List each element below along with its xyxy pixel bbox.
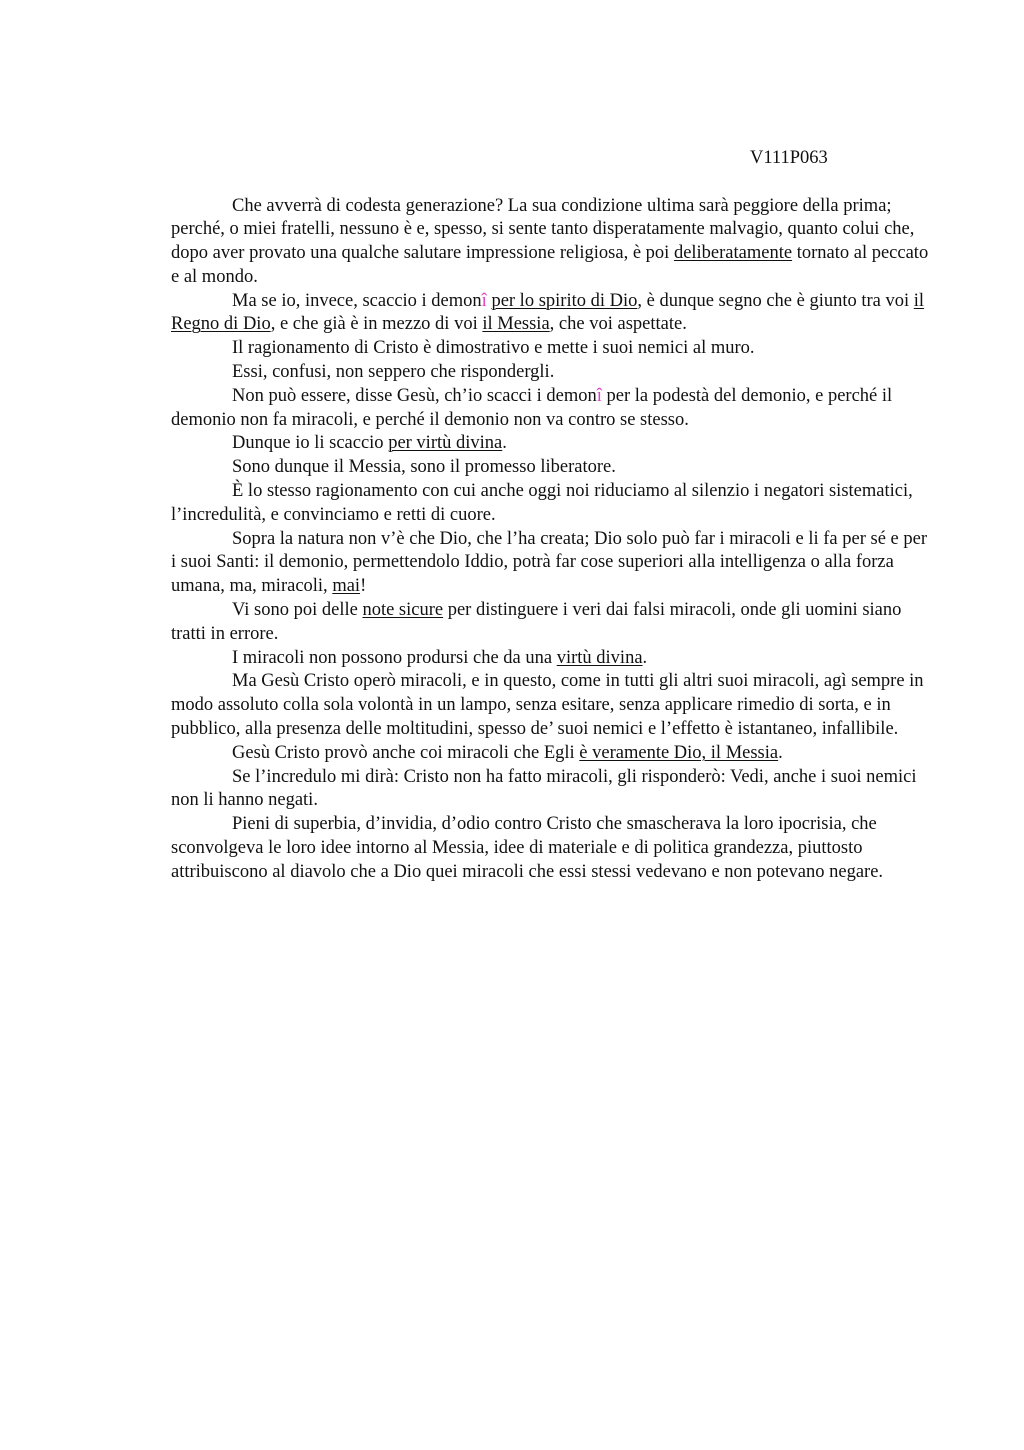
text-run: , e che già è in mezzo di voi (270, 314, 483, 335)
paragraph (171, 456, 929, 480)
paragraph (171, 647, 929, 671)
paragraph (171, 599, 929, 647)
text-run: Ma se io, invece, scaccio i demon (232, 290, 482, 311)
underlined-text: deliberatamente (673, 243, 793, 264)
underlined-text: mai (332, 576, 361, 597)
underlined-text: è veramente Dio, il Messia (579, 742, 779, 763)
text-run: per distinguere i veri dai falsi miracoli, onde gli uomini siano tratti in errore. (171, 600, 902, 644)
text-run: Che avverrà di codesta generazione? La sua condizione ultima sarà peggiore della prima; perché, o miei fratelli, nessuno è e, spesso, si sente tanto disperatamente malvagio, quanto colui che, dopo aver provato una qualche salutare impressione religiosa, è poi (171, 195, 915, 264)
underlined-text: note sicure (362, 600, 444, 621)
text-run: , è dunque segno che è giunto tra voi (637, 290, 914, 311)
text-run: . (502, 433, 507, 454)
text-run: Essi, confusi, non seppero che rispondergli. (232, 362, 555, 383)
underlined-text: il Regno di Dio (171, 290, 925, 335)
text-run: , che voi aspettate. (549, 314, 687, 335)
text-run: Gesù Cristo provò anche coi miracoli che Egli (232, 742, 580, 763)
text-run: . (642, 647, 648, 668)
paragraph (171, 766, 929, 814)
paragraph (171, 361, 929, 385)
paragraph (171, 813, 929, 884)
text-run: È lo stesso ragionamento con cui anche oggi noi riduciamo al silenzio i negatori sistematici, l’incredulità, e convinciamo e retti di cuore. (171, 481, 913, 525)
text-run: Pieni di superbia, d’invidia, d’odio contro Cristo che smascherava la loro ipocrisia, che sconvolgeva le loro idee intorno al Messia, idee di materiale e di politica grandezza, piuttosto attribuiscono al diavolo che a Dio quei miracoli che essi stessi vedevano e non potevano negare. (171, 814, 884, 882)
text-run: Non può essere, disse Gesù, ch’io scacci i demon (232, 385, 597, 406)
text-run: Vi sono poi delle (232, 600, 363, 621)
text-run: Dunque io li scaccio (232, 433, 389, 454)
paragraph (171, 528, 929, 599)
underlined-text: virtù divina (556, 647, 643, 668)
text-run: Sopra la natura non v’è che Dio, che l’ha creata; Dio solo può far i miracoli e li fa per sé e per i suoi Santi: il demonio, permettendolo Iddio, potrà far cose superiori alla intelligenza o alla forza umana, ma, miracoli, (171, 528, 928, 597)
highlighted-char: î (596, 385, 602, 406)
underlined-text: per lo spirito di Dio (491, 290, 638, 311)
paragraph (171, 290, 929, 338)
paragraph (171, 195, 929, 290)
text-run: per la podestà del demonio, e perché il demonio non fa miracoli, e perché il demonio non va contro se stesso. (171, 385, 893, 430)
text-run: ! (360, 576, 367, 597)
paragraph (171, 432, 929, 456)
page-identifier: V111P063 (750, 148, 828, 168)
text-run: Se l’incredulo mi dirà: Cristo non ha fatto miracoli, gli risponderò: Vedi, anche i suoi nemici non li hanno negati. (171, 766, 917, 811)
underlined-text: il Messia (482, 314, 550, 335)
text-run: Il ragionamento di Cristo è dimostrativo e mette i suoi nemici al muro. (232, 338, 755, 359)
paragraph (171, 337, 929, 361)
underlined-text: per virtù divina (388, 433, 503, 454)
paragraph (171, 670, 929, 741)
text-run: Ma Gesù Cristo operò miracoli, e in questo, come in tutti gli altri suoi miracoli, agì sempre in modo assoluto colla sola volontà in un lampo, senza esitare, senza applicare rimedio di sorta, e in pubblico, alla presenza delle moltitudini, spesso de’ suoi nemici e l’effetto è istantaneo, infallibile. (171, 671, 924, 740)
text-run: tornato al peccato e al mondo. (171, 243, 929, 287)
highlighted-char: î (481, 290, 487, 311)
paragraph (171, 742, 929, 766)
text-run: Sono dunque il Messia, sono il promesso liberatore. (232, 457, 616, 478)
paragraph (171, 385, 929, 433)
document-body (171, 195, 929, 885)
text-run: . (778, 742, 783, 763)
text-run: I miracoli non possono prodursi che da una (232, 647, 557, 668)
paragraph (171, 480, 929, 528)
